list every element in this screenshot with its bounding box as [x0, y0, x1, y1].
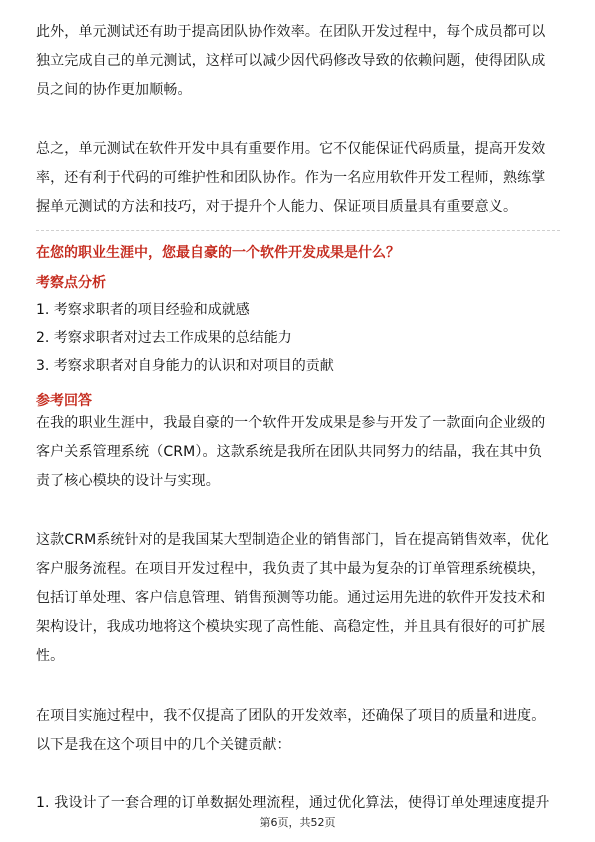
answer-paragraph — [36, 526, 560, 671]
text-line: 此外，单元测试还有助于提高团队协作效率。在团队开发过程中，每个成员都可以 — [36, 24, 546, 40]
text-line: 责了核心模块的设计与实现。 — [36, 473, 220, 489]
analysis-title: 考察点分析 — [36, 275, 106, 291]
page-footer: 第6页，共52页 — [259, 816, 336, 829]
intro-paragraph — [36, 18, 560, 105]
text-line: 这款CRM系统针对的是我国某大型制造企业的销售部门，旨在提高销售效率，优化 — [36, 532, 550, 548]
analysis-item: 1. 考察求职者的项目经验和成就感 — [36, 302, 250, 318]
text-line: 率，还有利于代码的可维护性和团队协作。作为一名应用软件开发工程师，熟练掌 — [36, 170, 546, 186]
text-line: 员之间的协作更加顺畅。 — [36, 82, 192, 98]
text-line: 1. 我设计了一套合理的订单数据处理流程，通过优化算法，使得订单处理速度提升 — [36, 795, 550, 811]
text-line: 握单元测试的方法和技巧，对于提升个人能力、保证项目质量具有重要意义。 — [36, 199, 518, 215]
section-divider — [36, 230, 560, 231]
text-line: 总之，单元测试在软件开发中具有重要作用。它不仅能保证代码质量，提高开发效 — [36, 141, 546, 157]
text-line: 独立完成自己的单元测试，这样可以减少因代码修改导致的依赖问题，使得团队成 — [36, 53, 546, 69]
answer-title: 参考回答 — [36, 393, 92, 409]
answer-paragraph — [36, 409, 560, 496]
analysis-item: 3. 考察求职者对自身能力的认识和对项目的贡献 — [36, 358, 334, 374]
text-line: 在我的职业生涯中，我最自豪的一个软件开发成果是参与开发了一款面向企业级的 — [36, 415, 546, 431]
text-line: 客户服务流程。在项目开发过程中，我负责了其中最为复杂的订单管理系统模块， — [36, 561, 546, 577]
intro-paragraph — [36, 135, 560, 222]
text-line: 客户关系管理系统（CRM）。这款系统是我所在团队共同努力的结晶，我在其中负 — [36, 444, 543, 460]
text-line: 以下是我在这个项目中的几个关键贡献： — [36, 737, 291, 753]
analysis-item: 2. 考察求职者对过去工作成果的总结能力 — [36, 330, 292, 346]
text-line: 性。 — [36, 648, 65, 664]
interview-question: 在您的职业生涯中，您最自豪的一个软件开发成果是什么？ — [36, 245, 400, 261]
text-line: 包括订单处理、客户信息管理、销售预测等功能。通过运用先进的软件开发技术和 — [36, 590, 546, 606]
answer-paragraph — [36, 702, 560, 760]
text-line: 在项目实施过程中，我不仅提高了团队的开发效率，还确保了项目的质量和进度。 — [36, 708, 546, 724]
text-line: 架构设计，我成功地将这个模块实现了高性能、高稳定性，并且具有很好的可扩展 — [36, 619, 546, 635]
